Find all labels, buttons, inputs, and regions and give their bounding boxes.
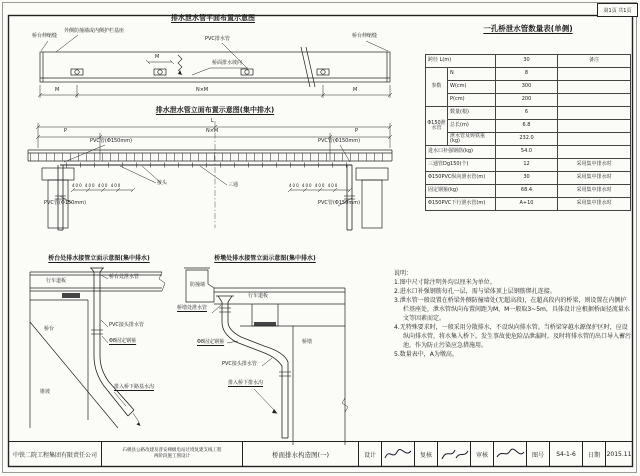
table-cell: 采用集中排水时: [558, 198, 631, 211]
table-cell: 8: [496, 68, 558, 81]
table-cell: 备注: [558, 55, 631, 68]
elev-pvc-top-left: PVC管(Φ150mm): [90, 138, 133, 144]
d2-label-drain-pipe: 桥墩处泄水管: [177, 305, 208, 311]
elev-pvc-bottom-right: PVC管(Φ150mm): [318, 200, 361, 206]
project-line2: 两阶段施工图设计: [154, 454, 190, 459]
table-row: [426, 172, 631, 185]
notes-block: [394, 269, 632, 359]
table-cell: [558, 146, 631, 159]
plan-dim-left: M: [55, 87, 60, 93]
table-cell: 30: [496, 172, 558, 185]
table-cell: 数量(根): [448, 107, 496, 120]
table-cell: 30: [496, 55, 558, 68]
elev-label-tee: 三通: [228, 182, 239, 188]
table-cell: 200: [496, 94, 558, 107]
date-value: 2015.11: [605, 442, 632, 466]
project-name: [101, 442, 242, 466]
figure-number: S4-1-6: [549, 442, 582, 466]
figno-label: 图号: [526, 442, 549, 466]
table-cell: 6: [496, 107, 558, 120]
table-row: [426, 94, 631, 107]
table-cell: 12: [496, 159, 558, 172]
table-cell: 采用集中排水时: [558, 185, 631, 198]
table-cell: [558, 94, 631, 107]
title-block: [9, 442, 632, 466]
table-cell: [558, 68, 631, 81]
detail-abutment: [30, 268, 165, 428]
elev-chain-left: 400 400 400 400: [72, 183, 122, 188]
table-cell: 三通管Dg150(个): [426, 159, 496, 172]
plan-dim-small: M: [155, 54, 160, 60]
d1-label-clamp: Φ8固定钢箍: [109, 338, 137, 344]
table-cell: 跨径 L(m): [426, 55, 496, 68]
table-cell: N: [448, 68, 496, 81]
d2-label-clamp: Φ8固定钢箍: [197, 339, 225, 345]
table-cell: 采用集中排水时: [558, 159, 631, 172]
table-cell: P(cm): [448, 94, 496, 107]
d1-label-abutment: 桥台: [44, 326, 55, 332]
d2-label-crash-wall: 防撞墙: [190, 282, 206, 288]
table-cell: 参数: [426, 68, 448, 107]
company-name: 中铁二院工程集团有限责任公司: [12, 451, 97, 459]
detail-pier-title: 桥墩处排水接管立面示意图(集中排水): [214, 255, 316, 262]
table-title: 一孔桥泄水管数量表(单侧): [483, 24, 573, 33]
note-item: 4.无特殊要求时，一般采用分散排水，不设纵向排水管。当桥梁穿越水源保护区时，应设纵向排水管，将水集入桥下。发生事故使危险品泄漏时，及时将排水管的出口导入蓄污池，作为防止污染应急措施用。: [394, 324, 632, 349]
design-label: 设计: [358, 442, 381, 466]
date-label: 日期: [582, 442, 605, 466]
table-cell: [558, 120, 631, 133]
table-cell: 232.0: [496, 133, 558, 146]
table-row: [426, 146, 631, 159]
elevation-title: 排水泄水管立面布置示意图(集中排水): [155, 106, 275, 114]
table-row: [426, 55, 631, 68]
elev-dim-total: L: [211, 118, 214, 124]
quantity-table: [425, 54, 631, 211]
detail-abutment-title: 桥台处排水接管立面示意图(集中排水): [48, 255, 150, 262]
note-item: 2.进水口补强钢筋每孔一层，需与梁体顶上层钢筋绑扎连接。: [394, 288, 556, 295]
d2-label-pvc-joint: PVC接头排水管: [222, 361, 257, 367]
plan-label-expansion-joint-right: 桥台伸缩缝: [352, 33, 378, 39]
table-cell: 54.0: [496, 146, 558, 159]
review-signature: [493, 442, 526, 466]
table-cell: [558, 133, 631, 146]
table-row: [426, 107, 631, 120]
check-signature: [437, 442, 470, 466]
d2-label-outlet: 排入桥下排水沟: [228, 380, 264, 386]
d1-label-pvc-joint: PVC接头排水管: [109, 322, 144, 328]
d1-label-deck-slab: 行车道板: [46, 278, 67, 284]
table-cell: 总长(m): [448, 120, 496, 133]
table-row: [426, 68, 631, 81]
elev-pvc-bottom-left: PVC管(Φ150mm): [44, 200, 87, 206]
table-row: [426, 120, 631, 133]
plan-label-barrier: 外侧防撞墙或内侧护栏基座: [64, 28, 125, 34]
elev-pvc-top-right: PVC管(Φ150mm): [318, 138, 361, 144]
project-line1: 石棉县公路改建及普安梯级电站过境复建支线工程: [122, 448, 222, 454]
table-row: [426, 198, 631, 211]
table-cell: 300: [496, 81, 558, 94]
table-row: [426, 159, 631, 172]
plan-title: 排水泄水管平面布置示意图: [171, 14, 255, 22]
d2-label-pier: 桥墩: [302, 339, 313, 345]
plan-label-flow-direction: 桥面排水坡向: [212, 60, 243, 66]
table-row: [426, 185, 631, 198]
plan-dim-mid: N×M: [196, 87, 209, 93]
d1-label-outlet: 排入桥下路基水沟: [114, 384, 155, 390]
d1-label-drain-pipe: 桥台处泄水管: [109, 274, 140, 280]
table-cell: 采用集中排水时: [558, 172, 631, 185]
table-cell: A+10: [496, 198, 558, 211]
note-item: 5.数量表中，A为墩高。: [394, 351, 458, 358]
elev-label-coupling: 接头: [157, 180, 168, 186]
elev-dim-mid: N×M: [206, 128, 219, 134]
table-cell: W(cm): [448, 81, 496, 94]
table-cell: Φ150PVC下行泄水管(m): [426, 198, 496, 211]
page-number-box: 第1页 共1页: [597, 3, 638, 17]
note-item: 3.泄水管一般设置在桥梁外侧防撞墙处(无超高段)，在超高段内的桥梁，则设置在内侧护栏基座处，泄水管纵向布置间距为M，M一般取3~5m，具体设计应根据桥面径流量水文等因素而定。: [394, 297, 630, 322]
table-cell: 固定钢箍(kg): [426, 185, 496, 198]
d2-label-deck-slab: 行车道板: [248, 293, 269, 299]
table-row: [426, 133, 631, 146]
table-cell: [558, 107, 631, 120]
plan-view: [38, 35, 392, 98]
table-row: [426, 81, 631, 94]
plan-label-pvc-pipe: PVC排水管: [205, 36, 230, 42]
elev-chain-right: 400 400 400 400: [289, 183, 339, 188]
d1-label-cone-slope: 锥坡: [40, 389, 51, 395]
note-item: 1.图中尺寸除注明外均以厘米为单位。: [394, 279, 496, 286]
plan-label-expansion-joint-left: 桥台伸缩缝: [32, 33, 58, 39]
table-cell: 进水口补强钢筋(kg): [426, 146, 496, 159]
table-cell: 泄水管及铸铁重(kg): [448, 133, 496, 146]
table-cell: Φ150PVC纵向泄水管(m): [426, 172, 496, 185]
table-cell: 68.4: [496, 185, 558, 198]
elev-dim-p-left: P: [64, 128, 68, 134]
plan-dim-right: M: [353, 87, 358, 93]
check-label: 复核: [414, 442, 437, 466]
notes-title: 说明：: [394, 270, 413, 277]
elev-dim-p-right: P: [355, 128, 359, 134]
design-signature: [381, 442, 414, 466]
drawing-title: 桥面排水构造图(一): [242, 442, 358, 466]
review-label: 审核: [470, 442, 493, 466]
table-cell: 6.8: [496, 120, 558, 133]
table-cell: [558, 81, 631, 94]
table-cell: Φ150泄水管: [426, 107, 448, 146]
